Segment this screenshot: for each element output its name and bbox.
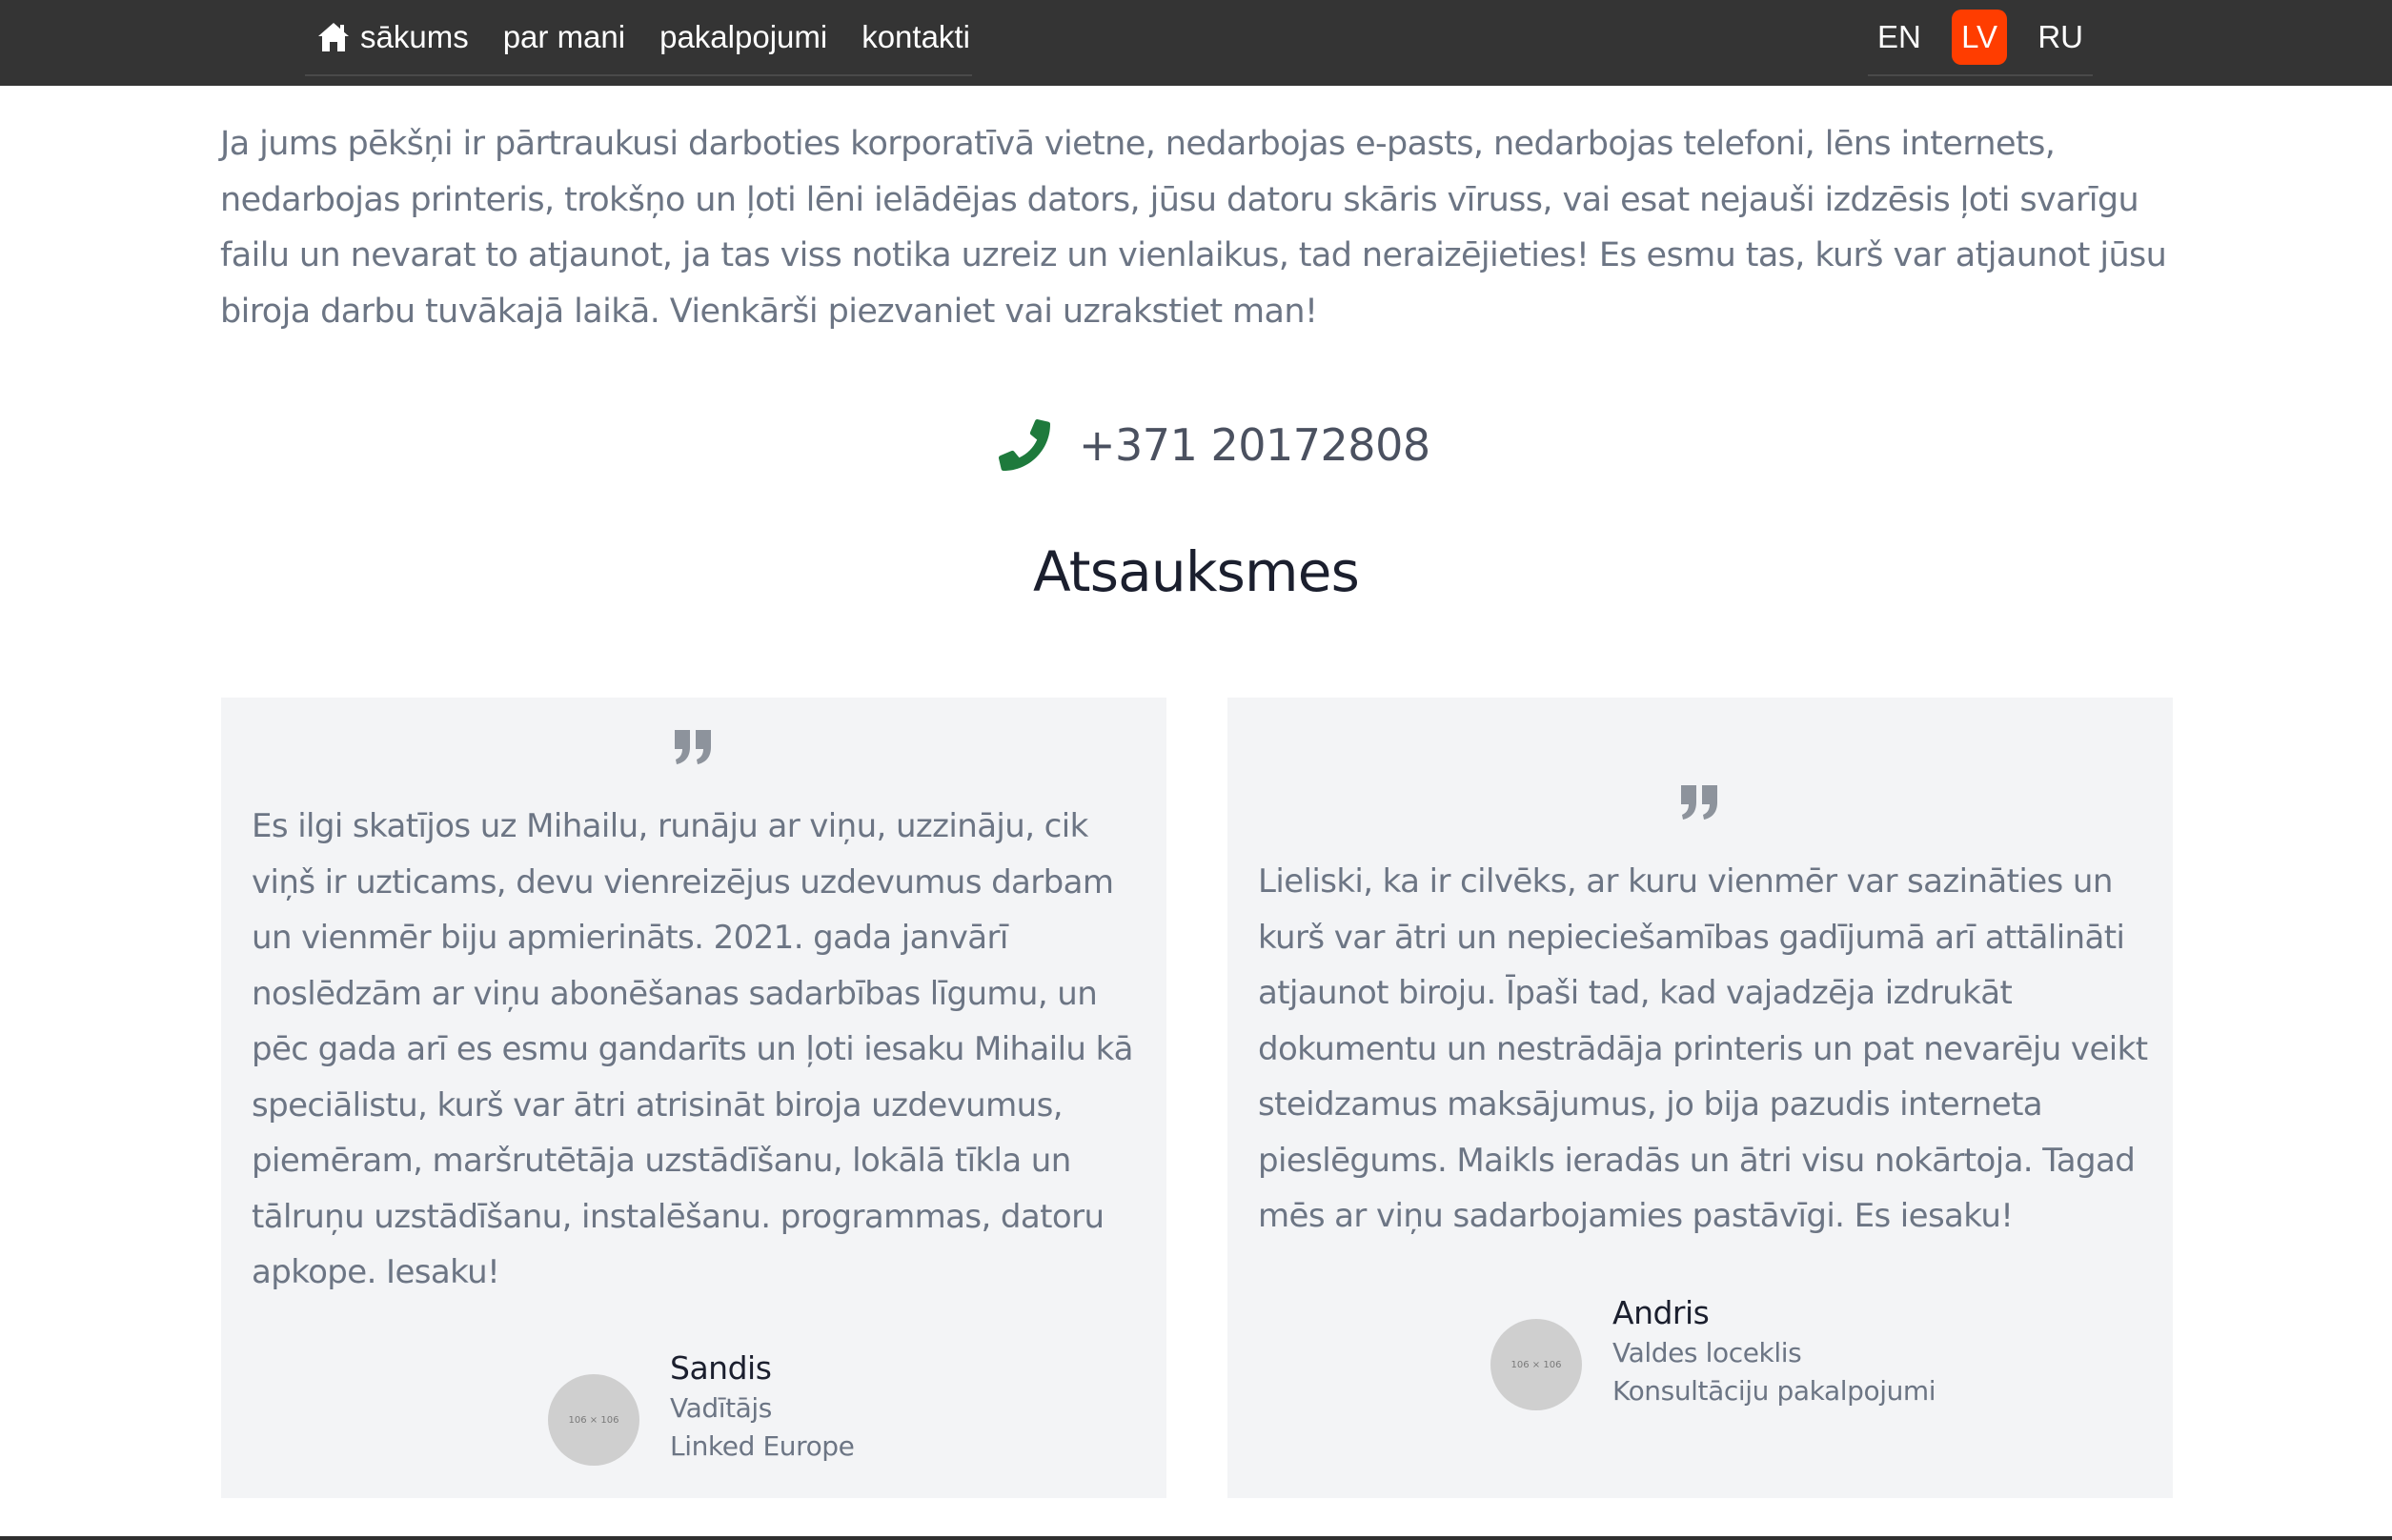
nav-item-services[interactable] [659, 19, 827, 55]
testimonial-card [221, 698, 1166, 1498]
phone-number: +371 20172808 [1079, 419, 1430, 471]
avatar [548, 1374, 639, 1466]
phone-icon [999, 419, 1050, 471]
main-nav [305, 0, 972, 76]
author-name: Andris [1612, 1294, 1710, 1331]
phone-contact[interactable] [999, 419, 1430, 471]
footer-divider [0, 1536, 2392, 1540]
testimonial-card [1227, 698, 2173, 1498]
lang-lv-button[interactable]: LV [1952, 10, 2007, 65]
quote-icon [673, 728, 715, 766]
author-name: Sandis [670, 1349, 772, 1387]
lang-en-button[interactable]: EN [1877, 19, 1921, 54]
lang-ru-button[interactable]: RU [2037, 19, 2083, 54]
avatar-placeholder-label: 106 × 106 [568, 1414, 619, 1426]
nav-item-contacts[interactable] [862, 19, 970, 55]
testimonial-quote: Lieliski, ka ir cilvēks, ar kuru vienmēr var sazināties un kurš var ātri un nepieciešamības gadījumā arī attālināti atjaunot biroju. Īpaši tad, kad vajadzēja izdrukāt dokumentu un nestrādāja printeris un pat nevarēju veikt steidzamus maksājumus, jo bija pazudis interneta pieslēgums. Maikls ieradās un ātri visu nokārtoja. Tagad mēs ar viņu sadarbojamies pastāvīgi. Es iesaku! [1258, 862, 2148, 1235]
nav-item-home-label: sākums [360, 19, 469, 54]
testimonial-author [1490, 1292, 1936, 1410]
nav-item-services-label: pakalpojumi [659, 19, 828, 54]
nav-item-home[interactable] [316, 19, 469, 55]
home-icon [316, 21, 351, 53]
avatar [1490, 1319, 1582, 1410]
quote-icon [1679, 783, 1721, 821]
nav-item-about-label: par mani [502, 19, 626, 54]
top-navbar [0, 0, 2392, 86]
author-info [670, 1348, 855, 1466]
testimonials-heading: Atsauksmes [1032, 539, 1360, 604]
language-switcher [1868, 0, 2093, 76]
author-company: Linked Europe [670, 1430, 855, 1462]
nav-item-about[interactable] [503, 19, 625, 55]
nav-item-contacts-label: kontakti [862, 19, 970, 54]
testimonial-quote: Es ilgi skatījos uz Mihailu, runāju ar viņu, uzzināju, cik viņš ir uzticams, devu vienreizējus uzdevumus darbam un vienmēr biju apmierināts. 2021. gada janvārī noslēdzām ar viņu abonēšanas sadarbības līgumu, un pēc gada arī es esmu gandarīts un ļoti iesaku Mihailu kā speciālistu, kurš var ātri atrisināt biroja uzdevumus, piemēram, maršrutētāja uzstādīšanu, lokālā tīkla un tālruņu uzstādīšanu, instalēšanu. programmas, datoru apkope. Iesaku! [252, 807, 1133, 1291]
author-company: Konsultāciju pakalpojumi [1612, 1375, 1936, 1407]
author-info [1612, 1292, 1936, 1410]
testimonial-author [548, 1348, 855, 1466]
author-role: Valdes loceklis [1612, 1337, 1802, 1368]
avatar-placeholder-label: 106 × 106 [1510, 1359, 1562, 1370]
author-role: Vadītājs [670, 1392, 772, 1424]
intro-paragraph: Ja jums pēkšņi ir pārtraukusi darboties korporatīvā vietne, nedarbojas e-pasts, nedarbojas telefoni, lēns internets, nedarbojas printeris, trokšņo un ļoti lēni ielādējas dators, jūsu datoru skāris vīruss, vai esat nejauši izdzēsis ļoti svarīgu failu un nevarat to atjaunot, ja tas viss notika uzreiz un vienlaikus, tad neraizējieties! Es esmu tas, kurš var atjaunot jūsu biroja darbu tuvākajā laikā. Vienkārši piezvaniet vai uzrakstiet man! [220, 125, 2167, 331]
